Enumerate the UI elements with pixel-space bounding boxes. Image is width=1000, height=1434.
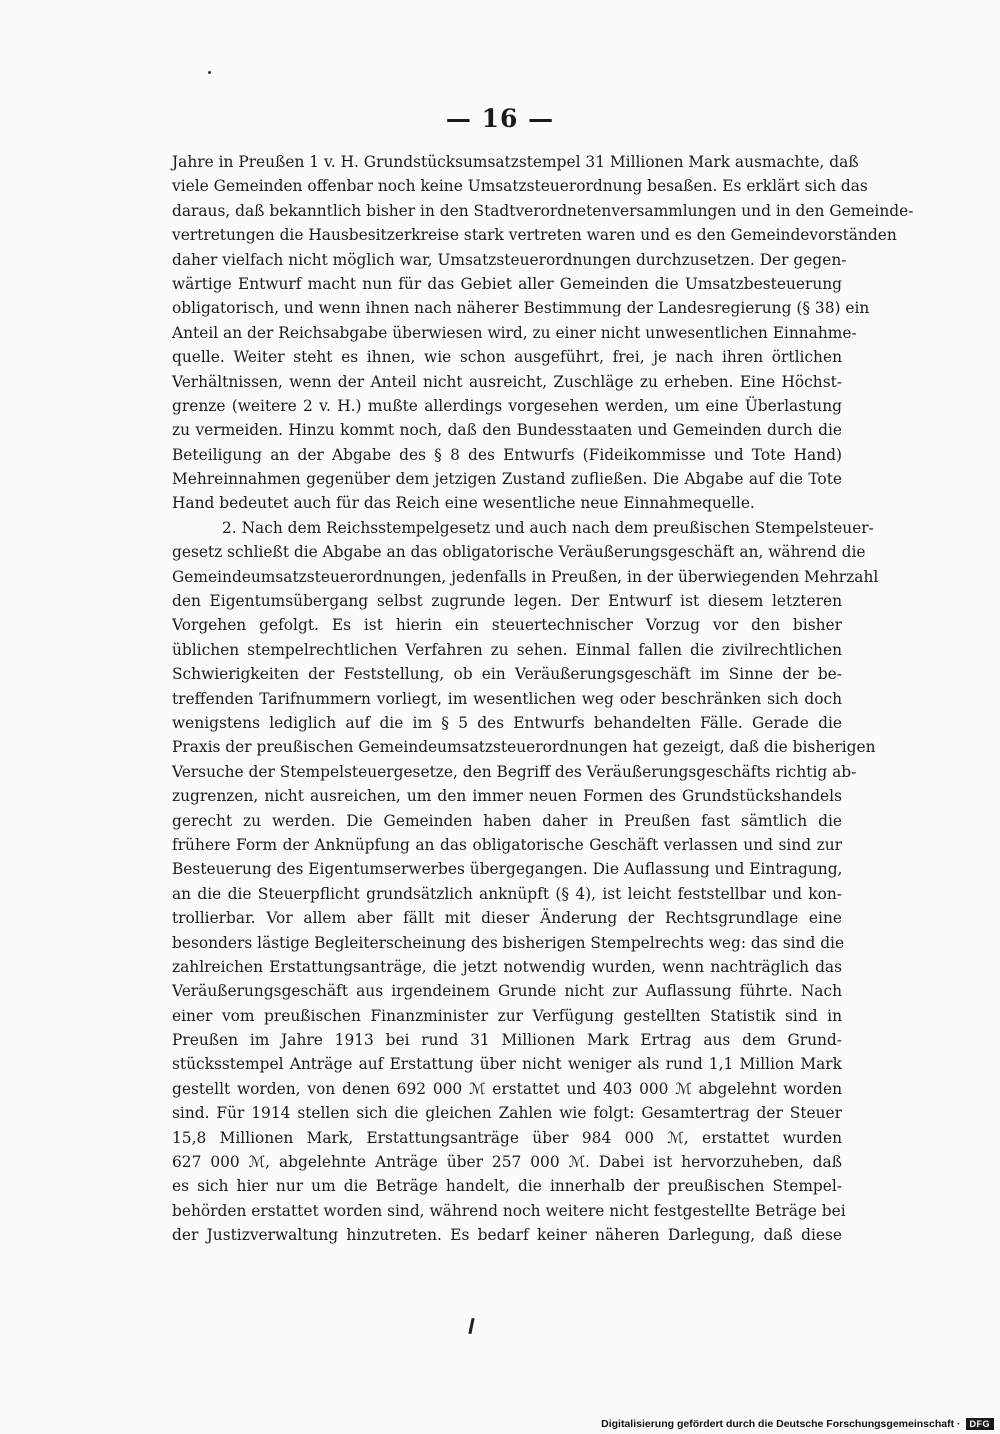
text-line: 15,8 Millionen Mark, Erstattungsanträge über 984 000 ℳ, erstattet wurden	[172, 1128, 842, 1147]
text-line: wenigstens lediglich auf die im § 5 des Entwurfs behandelten Fälle. Gerade die	[172, 713, 842, 732]
text-line: der Justizverwaltung hinzutreten. Es bedarf keiner näheren Darlegung, daß diese	[172, 1226, 842, 1245]
credit-text: Digitalisierung gefördert durch die Deutsche Forschungsgemeinschaft ·	[601, 1418, 961, 1430]
text-line: es sich hier nur um die Beträge handelt, die innerhalb der preußischen Stempel-	[172, 1177, 842, 1196]
text-line: wärtige Entwurf macht nun für das Gebiet aller Gemeinden die Umsatzbesteuerung	[172, 274, 842, 293]
text-line: zu vermeiden. Hinzu kommt noch, daß den Bundesstaaten und Gemeinden durch die	[172, 421, 842, 440]
text-line: Hand bedeutet auch für das Reich eine wesentliche neue Einnahmequelle.	[172, 494, 755, 513]
text-line: Schwierigkeiten der Feststellung, ob ein Veräußerungsgeschäft im Sinne der be-	[172, 665, 842, 684]
text-line: stücksstempel Anträge auf Erstattung über nicht weniger als rund 1,1 Million Mark	[172, 1055, 842, 1074]
text-line: behörden erstattet worden sind, während noch weitere nicht festgestellte Beträge bei	[172, 1201, 846, 1220]
text-line: an die die Steuerpflicht grundsätzlich anknüpft (§ 4), ist leicht feststellbar und kon-	[172, 884, 842, 903]
text-line: grenze (weitere 2 v. H.) mußte allerdings vorgesehen werden, um eine Überlastung	[172, 396, 842, 415]
text-line: einer vom preußischen Finanzminister zur Verfügung gestellten Statistik sind in	[172, 1006, 842, 1025]
page-number: — 16 —	[445, 104, 555, 133]
text-line: gestellt worden, von denen 692 000 ℳ erstattet und 403 000 ℳ abgelehnt worden	[172, 1079, 842, 1098]
text-line: gesetz schließt die Abgabe an das obligatorische Veräußerungsgeschäft an, während die	[172, 543, 866, 562]
paragraph-start-line: 2. Nach dem Reichsstempelgesetz und auch nach dem preußischen Stempelsteuer-	[222, 518, 874, 537]
text-line: Beteiligung an der Abgabe des § 8 des Entwurfs (Fideikommisse und Tote Hand)	[172, 445, 842, 464]
dfg-logo: DFG	[966, 1418, 995, 1430]
text-line: daraus, daß bekanntlich bisher in den Stadtverordnetenversammlungen und in den Gemeinde-	[172, 201, 914, 220]
text-line: sind. Für 1914 stellen sich die gleichen Zahlen wie folgt: Gesamtertrag der Steuer	[172, 1104, 842, 1123]
text-line: Gemeindeumsatzsteuerordnungen, jedenfalls in Preußen, in der überwiegenden Mehrzahl	[172, 567, 879, 586]
text-line: besonders lästige Begleiterscheinung des bisherigen Stempelrechts weg: das sind die	[172, 933, 845, 952]
text-line: Anteil an der Reichsabgabe überwiesen wird, zu einer nicht unwesentlichen Einnahme-	[172, 323, 857, 342]
text-line: Mehreinnahmen gegenüber dem jetzigen Zustand zufließen. Die Abgabe auf die Tote	[172, 470, 842, 489]
text-line: Veräußerungsgeschäft aus irgendeinem Grunde nicht zur Auflassung führte. Nach	[172, 982, 842, 1001]
scan-speck	[208, 71, 211, 74]
text-line: gerecht zu werden. Die Gemeinden haben daher in Preußen fast sämtlich die	[172, 811, 842, 830]
text-line: Vorgehen gefolgt. Es ist hierin ein steuertechnischer Vorzug vor den bisher	[172, 616, 842, 635]
scan-mark	[468, 1318, 474, 1334]
digitization-credit	[601, 1418, 994, 1430]
text-line: vertretungen die Hausbesitzerkreise stark vertreten waren und es den Gemeindevorständen	[172, 226, 897, 245]
text-line: den Eigentumsübergang selbst zugrunde legen. Der Entwurf ist diesem letzteren	[172, 592, 842, 611]
text-line: viele Gemeinden offenbar noch keine Umsatzsteuerordnung besaßen. Es erklärt sich das	[172, 177, 868, 196]
text-line: Verhältnissen, wenn der Anteil nicht ausreicht, Zuschläge zu erheben. Eine Höchst-	[172, 372, 842, 391]
text-line: Jahre in Preußen 1 v. H. Grundstücksumsatzstempel 31 Millionen Mark ausmachte, daß	[172, 153, 859, 171]
text-line: Preußen im Jahre 1913 bei rund 31 Millionen Mark Ertrag aus dem Grund-	[172, 1031, 842, 1050]
text-line: frühere Form der Anknüpfung an das obligatorische Geschäft verlassen und sind zur	[172, 835, 842, 854]
text-line: zugrenzen, nicht ausreichen, um den immer neuen Formen des Grundstückshandels	[172, 787, 842, 806]
text-line: üblichen stempelrechtlichen Verfahren zu sehen. Einmal fallen die zivilrechtlichen	[172, 640, 842, 659]
body-text	[172, 150, 914, 1248]
text-line: treffenden Tarifnummern vorliegt, im wesentlichen weg oder beschränken sich doch	[172, 689, 842, 708]
text-line: Versuche der Stempelsteuergesetze, den Begriff des Veräußerungsgeschäfts richtig ab-	[172, 762, 857, 781]
text-line: trollierbar. Vor allem aber fällt mit dieser Änderung der Rechtsgrundlage eine	[172, 909, 842, 928]
text-line: zahlreichen Erstattungsanträge, die jetzt notwendig wurden, wenn nachträglich das	[172, 957, 842, 976]
text-line: 627 000 ℳ, abgelehnte Anträge über 257 000 ℳ. Dabei ist hervorzuheben, daß	[172, 1153, 842, 1172]
text-line: quelle. Weiter steht es ihnen, wie schon ausgeführt, frei, je nach ihren örtlichen	[172, 348, 842, 367]
text-line: daher vielfach nicht möglich war, Umsatzsteuerordnungen durchzusetzen. Der gegen-	[172, 250, 847, 269]
text-line: Besteuerung des Eigentumserwerbes übergegangen. Die Auflassung und Eintragung,	[172, 860, 843, 879]
text-line: Praxis der preußischen Gemeindeumsatzsteuerordnungen hat gezeigt, daß die bisherigen	[172, 738, 876, 757]
text-line: obligatorisch, und wenn ihnen nach näherer Bestimmung der Landesregierung (§ 38) ein	[172, 299, 870, 318]
